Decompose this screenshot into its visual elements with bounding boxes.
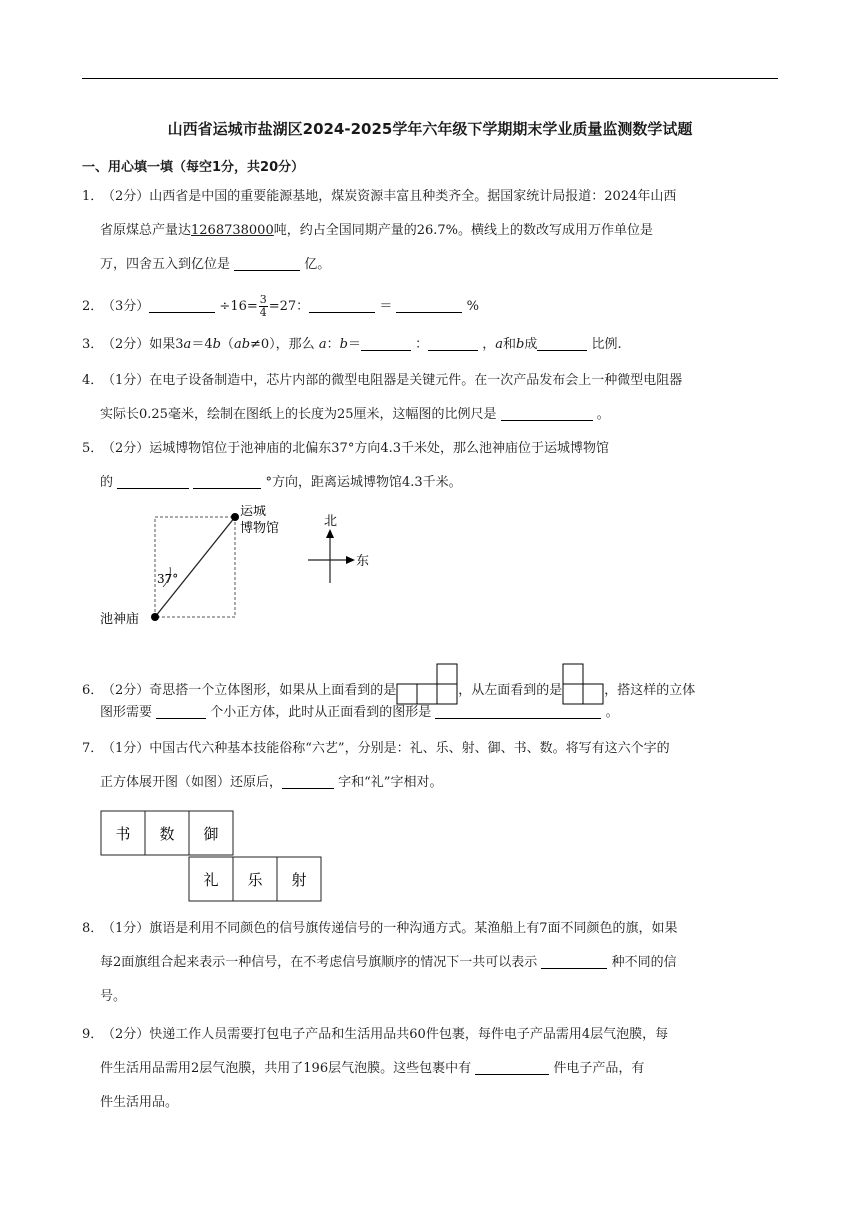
underlined-number: 1268738000 [191,223,274,238]
question-text: （2分）山西省是中国的重要能源基地，煤炭资源丰富且种类齐全。据国家统计局报道：2024年山西 [102,189,677,204]
variable: a [183,337,192,352]
temple-point [151,613,159,621]
question-text: 种不同的信 [611,955,677,970]
question-text: 省原煤总产量达 [100,223,192,238]
net-cell: 乐 [247,871,263,889]
answer-blank[interactable] [475,1060,549,1075]
net-cell: 礼 [203,871,219,889]
answer-blank[interactable] [193,474,261,489]
question-6 [82,662,782,730]
question-9 [82,1018,782,1120]
question-text: 亿。 [304,257,331,272]
answer-blank[interactable] [541,954,607,969]
variable: ab [233,337,251,352]
variable: a [495,337,504,352]
museum-label-line2: 博物馆 [240,521,280,536]
fraction [259,294,268,319]
question-number: 9． [82,1027,104,1042]
question-1 [82,180,782,282]
variable: b [212,337,221,352]
question-text: ＝ [379,299,393,314]
answer-blank[interactable] [309,298,375,313]
question-number: 8． [82,921,104,936]
question-number: 6． [82,683,104,698]
question-text: 实际长0.25毫米，绘制在图纸上的长度为25厘米，这幅图的比例尺是 [100,407,497,422]
question-number: 5． [82,441,104,456]
question-text: （1分）中国古代六种基本技能俗称“六艺”，分别是：礼、乐、射、御、书、数。将写有这六个字的 [102,741,670,756]
page-title: 山西省运城市盐湖区2024-2025学年六年级下学期期末学业质量监测数学试题 [167,120,693,138]
answer-blank[interactable] [149,298,215,313]
question-number: 4． [82,373,104,388]
question-text: 吨，约占全国同期产量的26.7%。横线上的数改写成用万作单位是 [273,223,654,238]
variable: b [339,337,348,352]
variable: b [516,337,525,352]
answer-blank[interactable] [234,256,300,271]
question-text: 字和“礼”字相对。 [338,775,443,790]
net-cell: 书 [115,825,131,843]
variable: a [318,337,327,352]
question-text: % [466,299,479,314]
cube-net-figure [100,810,325,904]
answer-blank[interactable] [117,474,189,489]
east-label: 东 [356,554,370,569]
question-text: 万，四舍五入到亿位是 [100,257,231,272]
question-text: ＝ [347,337,361,352]
direction-figure [100,505,390,630]
question-text: 图形需要 [100,705,153,720]
question-text: （ [220,337,234,352]
question-number: 2． [82,299,104,314]
answer-blank[interactable] [428,336,478,351]
question-5 [82,432,782,500]
east-arrow-icon [346,556,355,564]
question-4 [82,364,782,432]
north-label: 北 [324,514,338,529]
question-text: ，从左面看到的是 [458,683,563,698]
question-text: 每2面旗组合起来表示一种信号，在不考虑信号旗顺序的情况下一共可以表示 [100,955,538,970]
question-text: 和 [503,337,517,352]
answer-blank[interactable] [282,774,334,789]
net-cell: 射 [291,871,307,889]
question-text: 。 [605,705,619,720]
question-number: 1． [82,189,104,204]
question-text: 的 [100,475,114,490]
question-text: （2分）快递工作人员需要打包电子产品和生活用品共60件包裹，每件电子产品需用4层气泡膜，每 [102,1027,669,1042]
question-text: 号。 [100,989,127,1004]
question-text: 比例. [591,337,622,352]
question-text: ÷16= [219,299,258,314]
question-text: =27： [268,299,310,314]
question-3 [82,328,782,362]
question-7 [82,732,782,800]
answer-blank[interactable] [361,336,411,351]
question-text: ≠0），那么 [250,337,315,352]
question-text: 。 [596,407,610,422]
net-cell: 御 [203,825,219,843]
answer-blank[interactable] [435,704,601,719]
question-text: 件生活用品。 [100,1095,179,1110]
header-rule [82,78,778,79]
question-8 [82,912,782,1014]
question-text: 件电子产品，有 [553,1061,645,1076]
angle-label: 37° [157,572,179,586]
question-text: （1分）在电子设备制造中，芯片内部的微型电阻器是关键元件。在一次产品发布会上一种微型电阻器 [102,373,683,388]
question-text: °方向，距离运城博物馆4.3千米。 [265,475,462,490]
question-text: （1分）旗语是利用不同颜色的信号旗传递信号的一种沟通方式。某渔船上有7面不同颜色的旗，如果 [102,921,678,936]
question-text: 件生活用品需用2层气泡膜，共用了196层气泡膜。这些包裹中有 [100,1061,472,1076]
question-text: （2分）如果3 [102,337,184,352]
fraction-numerator: 3 [259,293,267,306]
question-number: 3． [82,337,104,352]
question-text: ： [326,337,340,352]
north-arrow-icon [326,529,334,538]
answer-blank[interactable] [501,406,593,421]
question-number: 7． [82,741,104,756]
section-heading: 一、用心填一填（每空1分，共20分） [82,160,305,175]
answer-blank[interactable] [396,298,462,313]
question-text: 成 [524,337,538,352]
question-text: （2分）运城博物馆位于池神庙的北偏东37°方向4.3千米处，那么池神庙位于运城博物馆 [102,441,609,456]
answer-blank[interactable] [537,336,587,351]
question-text: （3分） [102,299,150,314]
fraction-denominator: 4 [259,306,267,319]
temple-label: 池神庙 [100,612,140,627]
question-text: ： [415,337,429,352]
question-text: 正方体展开图（如图）还原后， [100,775,283,790]
museum-point [231,513,239,521]
question-text: ，搭这样的立体 [604,683,696,698]
net-cell: 数 [159,825,175,843]
museum-label-line1: 运城 [240,505,267,519]
question-2 [82,290,782,324]
question-text: 个小正方体，此时从正面看到的图形是 [210,705,432,720]
answer-blank[interactable] [156,704,206,719]
question-text: ＝4 [191,337,213,352]
question-text: ， [482,337,496,352]
connecting-line [155,517,235,617]
question-text: （2分）奇思搭一个立体图形，如果从上面看到的是 [102,683,397,698]
